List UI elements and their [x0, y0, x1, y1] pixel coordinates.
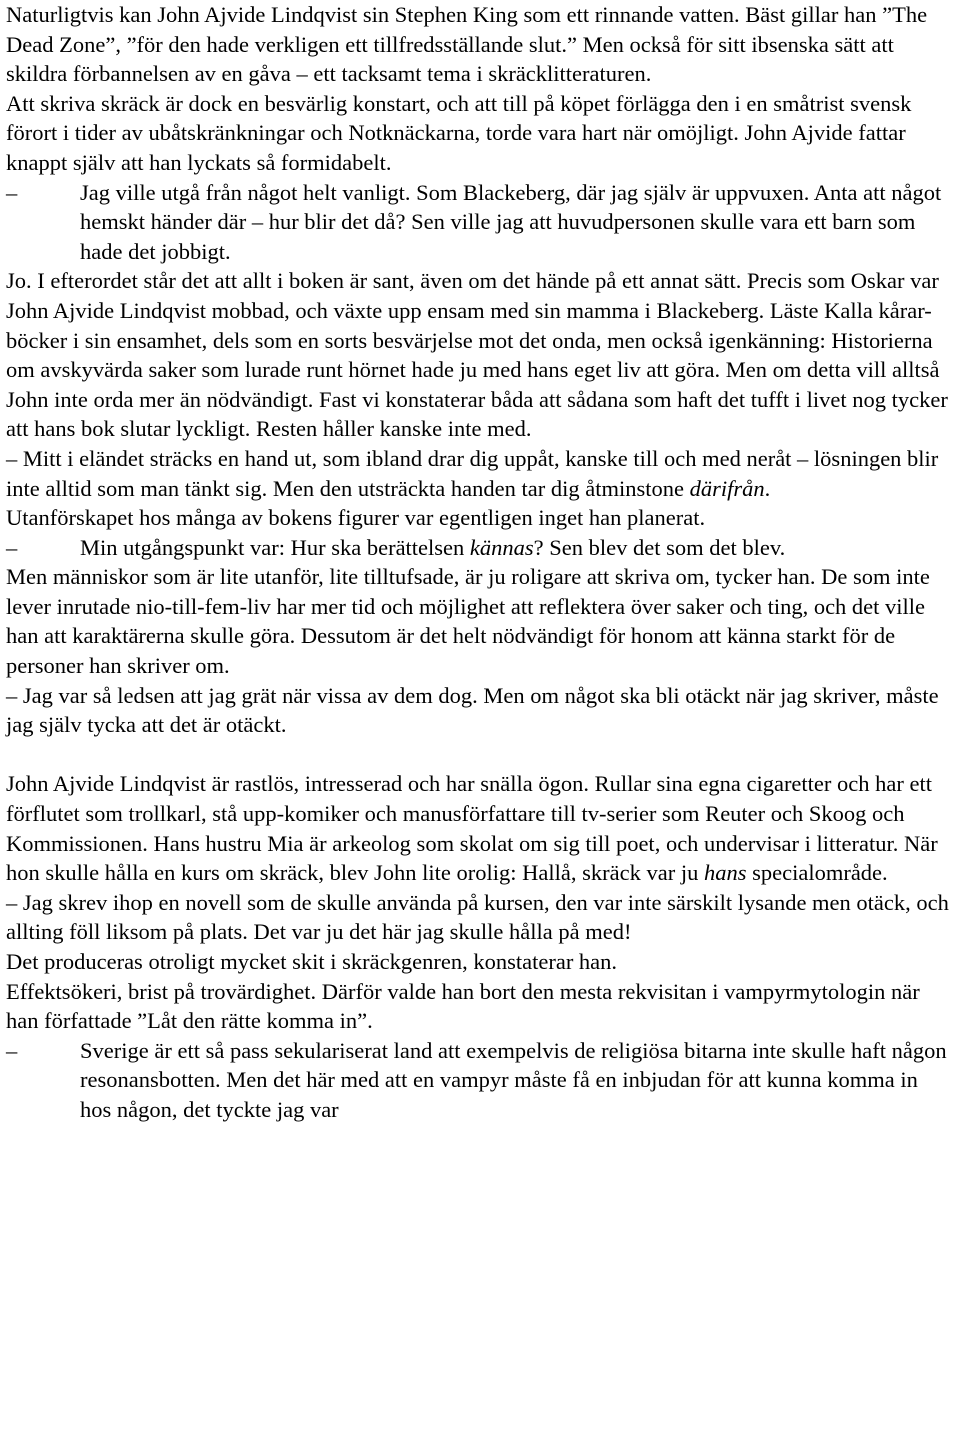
quote-paragraph-novella: – Jag skrev ihop en novell som de skulle använda på kursen, den var inte särskilt lysande men otäck, och allting föll liksom på plats. Det var ju det här jag skulle hålla på med! — [6, 889, 949, 945]
emphasis-text: hans — [703, 860, 747, 886]
dash-marker: – — [6, 179, 18, 205]
quote-text-start: Min utgångspunkt var: Hur ska berättelsen — [80, 534, 470, 560]
paragraph-afterword: Jo. I efterordet står det att allt i boken är sant, även om det hände på ett annat sätt. Precis som Oskar var John Ajvide Lindqvist mobbad, och växte upp ensam med sin mamma i Blackeberg. Läste Kalla kårar-böcker i sin ensamhet, dels som en sorts besvärjelse mot det onda, men också igenkänning: Historierna om avskyvärda saker som lurade runt hörnet hade ju med hans eget liv att göra. Men om detta vill alltså John inte orda mer än nödvändigt. Fast vi konstaterar båda att sådana som haft det tufft i livet nog tycker att hans bok slutar lyckligt. Resten håller kanske inte med. — [6, 268, 948, 442]
emphasis-text: kännas — [469, 534, 534, 560]
paragraph-writing-horror: Att skriva skräck är dock en besvärlig konstart, och att till på köpet förlägga den i en småtrist svensk förort i tider av ubåtskränkningar och Notknäckarna, torde vara hart när omöjligt. John Ajvide fattar knappt själv att han lyckats så formidabelt. — [6, 90, 912, 175]
quote-text: Jag ville utgå från något helt vanligt. Som Blackeberg, där jag själv är uppvuxen. Anta att något hemskt händer där – hur blir det då? Sen ville jag att huvudpersonen skulle vara ett barn som hade det jobbigt. — [80, 179, 942, 264]
quote-paragraph-hand — [6, 444, 952, 503]
paragraph-author-portrait — [6, 769, 952, 887]
dash-marker: – — [6, 1037, 18, 1063]
quote-paragraph-sad: – Jag var så ledsen att jag grät när vissa av dem dog. Men om något ska bli otäckt när jag skriver, måste jag själv tycka att det är otäckt. — [6, 682, 939, 738]
emphasis-text: därifrån — [689, 475, 765, 501]
paragraph-vampire-mythology: Effektsökeri, brist på trovärdighet. Därför valde han bort den mesta rekvisitan i vampyrmytologin när han författade ”Låt den rätte komma in”. — [6, 978, 920, 1034]
quote-text — [80, 533, 952, 563]
paragraph-outsiders: Utanförskapet hos många av bokens figurer var egentligen inget han planerat. — [6, 505, 706, 531]
dash-marker: – — [6, 534, 18, 560]
quote-text: Sverige är ett så pass sekulariserat land att exempelvis de religiösa bitarna inte skulle haft någon resonansbotten. Men det här med att en vampyr måste få en inbjudan för att kunna komma in hos någon, det tyckte jag var — [80, 1037, 947, 1122]
quote-text-end: ? Sen blev det som det blev. — [533, 534, 786, 560]
quote-item-starting-point — [6, 533, 952, 563]
quote-item-secular-sweden — [6, 1036, 952, 1125]
paragraph-text-end: specialområde. — [746, 860, 888, 886]
quote-text-end: . — [764, 475, 771, 501]
quote-item-blackeberg — [6, 178, 952, 267]
paragraph-text: John Ajvide Lindqvist är rastlös, intresserad och har snälla ögon. Rullar sina egna cigaretter och har ett förflutet som trollkarl, stå upp-komiker och manusförfattare till tv-serier som Reuter och Skoog och Kommissionen. Hans hustru Mia är arkeolog som skolat om sig till poet, och undervisar i litteratur. När hon skulle hålla en kurs om skräck, blev John lite orolig: Hallå, skräck var ju — [6, 771, 938, 886]
paragraph-spacer — [6, 740, 952, 770]
quote-text: – Mitt i eländet sträcks en hand ut, som ibland drar dig uppåt, kanske till och med neråt – lösningen blir inte alltid som man tänkt sig. Men den utsträckta handen tar dig åtminstone — [6, 445, 939, 501]
paragraph-people-outside: Men människor som är lite utanför, lite tilltufsade, är ju roligare att skriva om, tycker han. De som inte lever inrutade nio-till-fem-liv har mer tid och möjlighet att reflektera över saker och ting, och det ville han att karaktärerna skulle göra. Dessutom är det helt nödvändigt för honom att känna starkt för de personer han skriver om. — [6, 564, 930, 679]
paragraph-stephen-king: Naturligtvis kan John Ajvide Lindqvist sin Stephen King som ett rinnande vatten. Bäst gillar han ”The Dead Zone”, ”för den hade verkligen ett tillfredsställande slut.” Men också för sitt ibsenska sätt att skildra förbannelsen av en gåva – ett tacksamt tema i skräcklitteraturen. — [6, 2, 928, 87]
paragraph-horror-genre: Det produceras otroligt mycket skit i skräckgenren, konstaterar han. — [6, 949, 618, 974]
